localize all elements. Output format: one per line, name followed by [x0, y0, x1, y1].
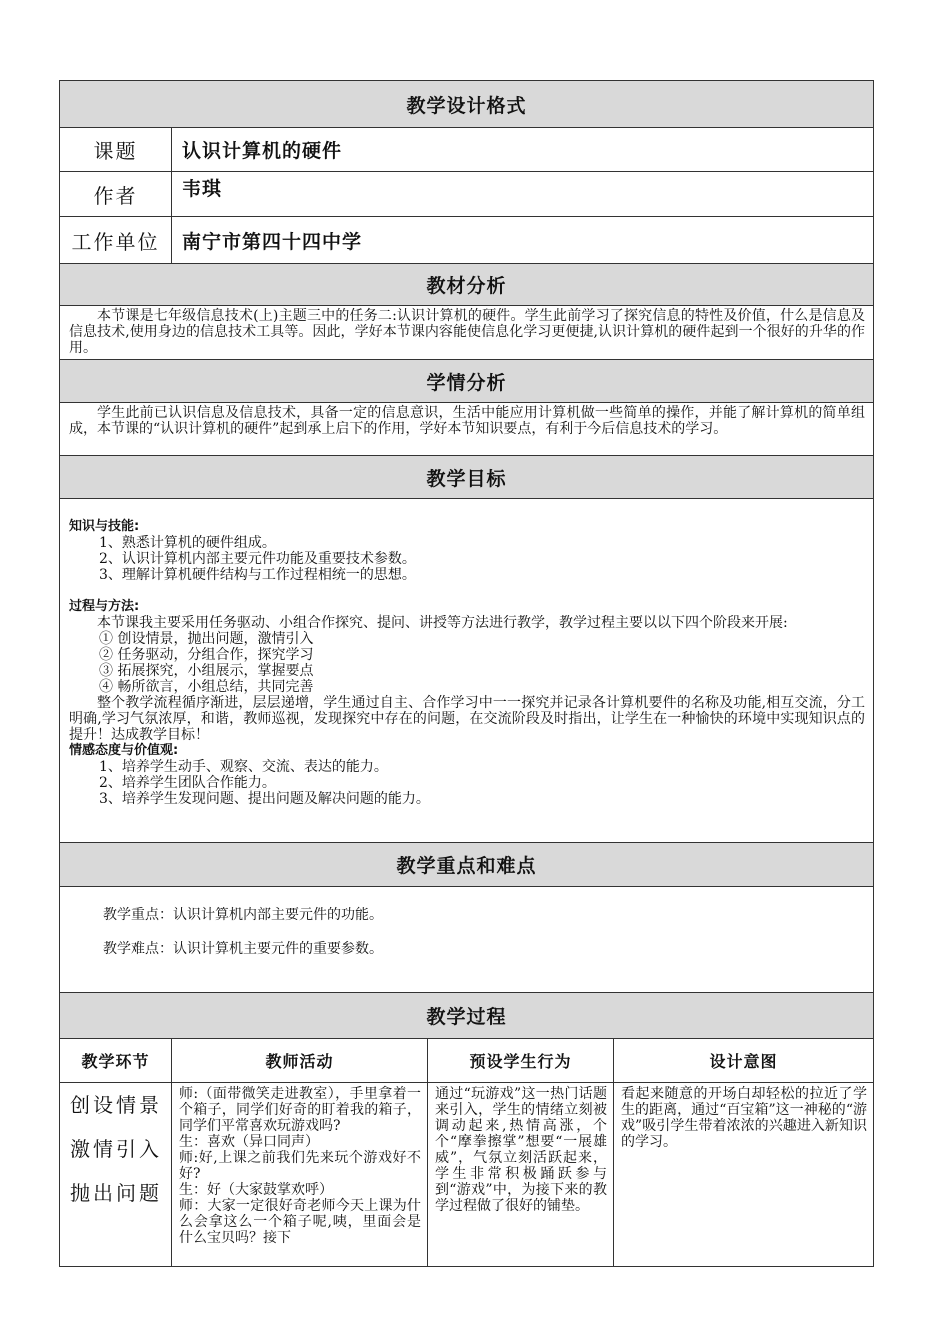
learner-text: 学生此前已认识信息及信息技术，具备一定的信息意识，生活中能应用计算机做一些简单的操作，并能了解计算机的简单组成，本节课的“认识计算机的硬件”起到承上启下的作用，学好本节知识要点，有利于今后信息技术的学习。	[69, 405, 866, 437]
teacher-line: 生：好（大家鼓掌欢呼）	[179, 1182, 333, 1198]
process-item: ④ 畅所欲言，小组总结，共同完善	[99, 679, 314, 695]
process-item: ③ 拓展探究，小组展示，掌握要点	[99, 663, 314, 679]
objectives-section	[60, 499, 874, 843]
column-header-student: 预设学生行为	[428, 1039, 614, 1083]
process-item: ② 任务驱动，分组合作，探究学习	[99, 647, 314, 663]
emotion-item: 2、培养学生团队合作能力。	[99, 775, 276, 791]
author-value: 韦琪	[172, 172, 874, 217]
stage-line: 抛出问题	[70, 1181, 162, 1205]
student-behavior-cell	[428, 1083, 614, 1267]
keypoints-section	[60, 887, 874, 993]
column-header-teacher: 教师活动	[172, 1039, 428, 1083]
objectives-heading: 教学目标	[60, 456, 874, 499]
learner-section	[60, 403, 874, 456]
column-header-intent: 设计意图	[614, 1039, 874, 1083]
key-difficulty: 教学难点：认识计算机主要元件的重要参数。	[103, 941, 383, 957]
lesson-plan-document	[59, 80, 873, 1267]
column-header-stage: 教学环节	[60, 1039, 172, 1083]
emotion-item: 1、培养学生动手、观察、交流、表达的能力。	[99, 759, 388, 775]
lesson-plan-table	[59, 80, 874, 1267]
unit-label: 工作单位	[60, 217, 172, 264]
knowledge-item: 2、认识计算机内部主要元件功能及重要技术参数。	[99, 551, 416, 567]
design-intent-text: 看起来随意的开场白却轻松的拉近了学生的距离，通过“百宝箱”这一神秘的“游戏”吸引学生带着浓浓的兴趣进入新知识的学习。	[621, 1086, 868, 1150]
stage-line: 激情引入	[70, 1137, 162, 1161]
unit-value: 南宁市第四十四中学	[172, 217, 874, 264]
teacher-line: 师：大家一定很好奇老师今天上课为什么会拿这么一个箱子呢,咦，里面会是什么宝贝吗？接下	[179, 1198, 421, 1246]
process-title: 过程与方法:	[69, 599, 140, 614]
student-behavior-text: 通过“玩游戏”这一热门话题来引入，学生的情绪立刻被调动起来,热情高涨，个个“摩拳擦掌”想要“一展雄威”，气氛立刻活跃起来，学生非常积极踊跃参与到“游戏”中，为接下来的教学过程做了很好的铺垫。	[435, 1086, 607, 1214]
keypoints-heading: 教学重点和难点	[60, 843, 874, 887]
author-label: 作者	[60, 172, 172, 217]
material-section	[60, 306, 874, 360]
knowledge-title: 知识与技能:	[69, 519, 140, 534]
process-intro: 本节课我主要采用任务驱动、小组合作探究、提问、讲授等方法进行教学，教学过程主要以以下四个阶段来开展:	[97, 615, 788, 631]
stage-line: 创设情景	[70, 1093, 162, 1117]
emotion-item: 3、培养学生发现问题、提出问题及解决问题的能力。	[99, 791, 430, 807]
process-summary: 整个教学流程循序渐进，层层递增，学生通过自主、合作学习中一一探究并记录各计算机要件的名称及功能,相互交流，分工明确,学习气氛浓厚，和谐，教师巡视，发现探究中存在的问题，在交流阶段及时指出，让学生在一种愉快的环境中实现知识点的提升！达成教学目标！	[69, 695, 866, 743]
topic-label: 课题	[60, 128, 172, 172]
process-item: ① 创设情景，抛出问题，激情引入	[99, 631, 314, 647]
material-heading: 教材分析	[60, 264, 874, 306]
teacher-line: 师:（面带微笑走进教室），手里拿着一个箱子，同学们好奇的盯着我的箱子，同学们平常喜欢玩游戏吗?	[179, 1086, 421, 1134]
teacher-line: 生：喜欢（异口同声）	[179, 1134, 319, 1150]
knowledge-item: 1、熟悉计算机的硬件组成。	[99, 535, 276, 551]
key-focus: 教学重点：认识计算机内部主要元件的功能。	[103, 907, 383, 923]
knowledge-item: 3、理解计算机硬件结构与工作过程相统一的思想。	[99, 567, 416, 583]
learner-heading: 学情分析	[60, 360, 874, 403]
emotion-title: 情感态度与价值观:	[69, 743, 179, 758]
document-title: 教学设计格式	[60, 81, 874, 128]
teacher-activity-cell	[172, 1083, 428, 1267]
teacher-line: 师:好,上课之前我们先来玩个游戏好不好?	[179, 1150, 421, 1182]
process-heading: 教学过程	[60, 993, 874, 1039]
design-intent-cell	[614, 1083, 874, 1267]
stage-cell	[60, 1083, 172, 1267]
material-text: 本节课是七年级信息技术(上)主题三中的任务二:认识计算机的硬件。学生此前学习了探究信息的特性及价值，什么是信息及信息技术,使用身边的信息技术工具等。因此，学好本节课内容能使信息化学习更便捷,认识计算机的硬件起到一个很好的升华的作用。	[69, 308, 866, 356]
topic-value: 认识计算机的硬件	[172, 128, 874, 172]
